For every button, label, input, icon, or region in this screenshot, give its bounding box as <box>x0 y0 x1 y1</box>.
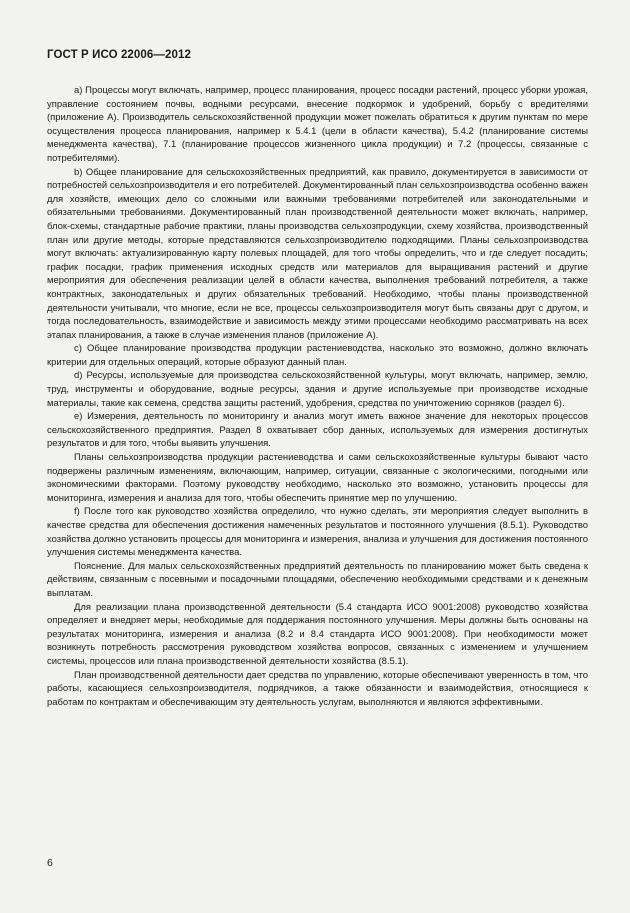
paragraph-note: Пояснение. Для малых сельскохозяйственных предприятий деятельность по планированию может быть сведена к действиям, связанным с посевными и посадочными площадями, обеспечению необходимыми средствами и к денежным выплатам. <box>47 560 588 599</box>
paragraph-plans: Планы сельхозпроизводства продукции растениеводства и сами сельскохозяйственные культуры бывают часто подвержены различным изменениям, включающим, например, ситуации, связанные с экологическими, погодными или экономическими факторами. Поэтому руководству необходимо, насколько это возможно, установить процессы для мониторинга, измерения и анализа для того, чтобы обеспечить принятие мер по улучшению. <box>47 452 588 504</box>
paragraph-a: a) Процессы могут включать, например, процесс планирования, процесс посадки растений, процесс уборки урожая, управление состоянием почвы, водными ресурсами, внесение подкормок и удобрений, борьбу с вредителями (приложение А). Производитель сельскохозяйственной продукции может пожелать обратиться к другим пунктам по мере осуществления процесса планирования, например к 5.4.1 (цели в области качества), 5.4.2 (планирование системы менеджмента качества), 7.1 (планирование процессов жизненного цикла продукции) и 7.2 (процессы, связанные с потребителями). <box>47 85 588 164</box>
paragraph-plan-means: План производственной деятельности дает средства по управлению, которые обеспечивают уверенность в том, что работы, касающиеся сельхозпроизводителя, подрядчиков, а также обязанности и взаимодействия, относящиеся к работам по контрактам и обеспечивающим эту деятельность услугам, выполняются и являются эффективными. <box>47 669 588 708</box>
paragraph-f: f) После того как руководство хозяйства определило, что нужно сделать, эти мероприятия следует выполнить в качестве средства для обеспечения достижения намеченных результатов и постоянного улучшения (8.5.1). Руководство хозяйства должно установить процессы для мониторинга и измерения, анализа и улучшения для достижения постоянного улучшения системы менеджмента качества. <box>47 506 588 559</box>
paragraph-c: c) Общее планирование производства продукции растениеводства, насколько это возможно, должно включать критерии для отдельных операций, которые образуют данный план. <box>47 343 588 368</box>
paragraph-e: e) Измерения, деятельность по мониторингу и анализ могут иметь важное значение для некоторых процессов сельскохозяйственного предприятия. Раздел 8 охватывает сбор данных, используемых для измерения достигнутых результатов и для того, чтобы выявить улучшения. <box>47 411 588 450</box>
paragraph-d: d) Ресурсы, используемые для производства сельскохозяйственной культуры, могут включать, например, землю, труд, инструменты и оборудование, водные ресурсы, здания и другие используемые при производстве исходные материалы, такие как семена, средства защиты растений, удобрения, средства по уничтожению сорняков (раздел 6). <box>47 370 588 409</box>
paragraph-implementation: Для реализации плана производственной деятельности (5.4 стандарта ИСО 9001:2008) руководство хозяйства определяет и внедряет меры, необходимые для поддержания постоянного улучшения. Меры должны быть основаны на результатах мониторинга, измерения и анализа (8.2 и 8.4 стандарта ИСО 9001:2008). При необходимости может возникнуть потребность рассмотрения руководством хозяйства вопросов, связанных с изменением и улучшением системы, процессов или плана производственной деятельности хозяйства (8.5.1). <box>47 601 588 667</box>
standard-header: ГОСТ Р ИСО 22006—2012 <box>47 49 192 61</box>
page-number: 6 <box>47 857 53 869</box>
body-text <box>47 84 588 709</box>
paragraph-b: b) Общее планирование для сельскохозяйственных предприятий, как правило, документируется в зависимости от потребностей сельхозпроизводителя и его потребителей. Документированный план сельхозпроизводства особенно важен для хозяйств, имеющих дело со сложными или важными требованиями потребителей или законодательными и обязательными требованиями. Документированный план производственной деятельности может включать, например, блок-схемы, стандартные рабочие практики, планы производства сельхозпродукции, схему хозяйства, производственный план или другие методы, которые представляются сельхозпроизводителю подходящими. Планы сельхозпроизводства могут включать: актуализированную карту полевых площадей, для того чтобы определить, что и где следует посадить; график посадки, график применения исходных средств или материалов для выращивания растений и другие мероприятия для обеспечения реализации целей в области качества, выполнения требований потребителя, а также контрактных, законодательных и других обязательных требований. Необходимо, чтобы планы производственной деятельности учитывали, что многие, если не все, процессы сельхозпроизводителя могут быть связаны друг с другом, и тогда последовательность, взаимодействие и зависимость между этими процессами необходимо рассматривать на всех этапах планирования, а также в случае изменения планов (приложение А). <box>47 166 588 341</box>
